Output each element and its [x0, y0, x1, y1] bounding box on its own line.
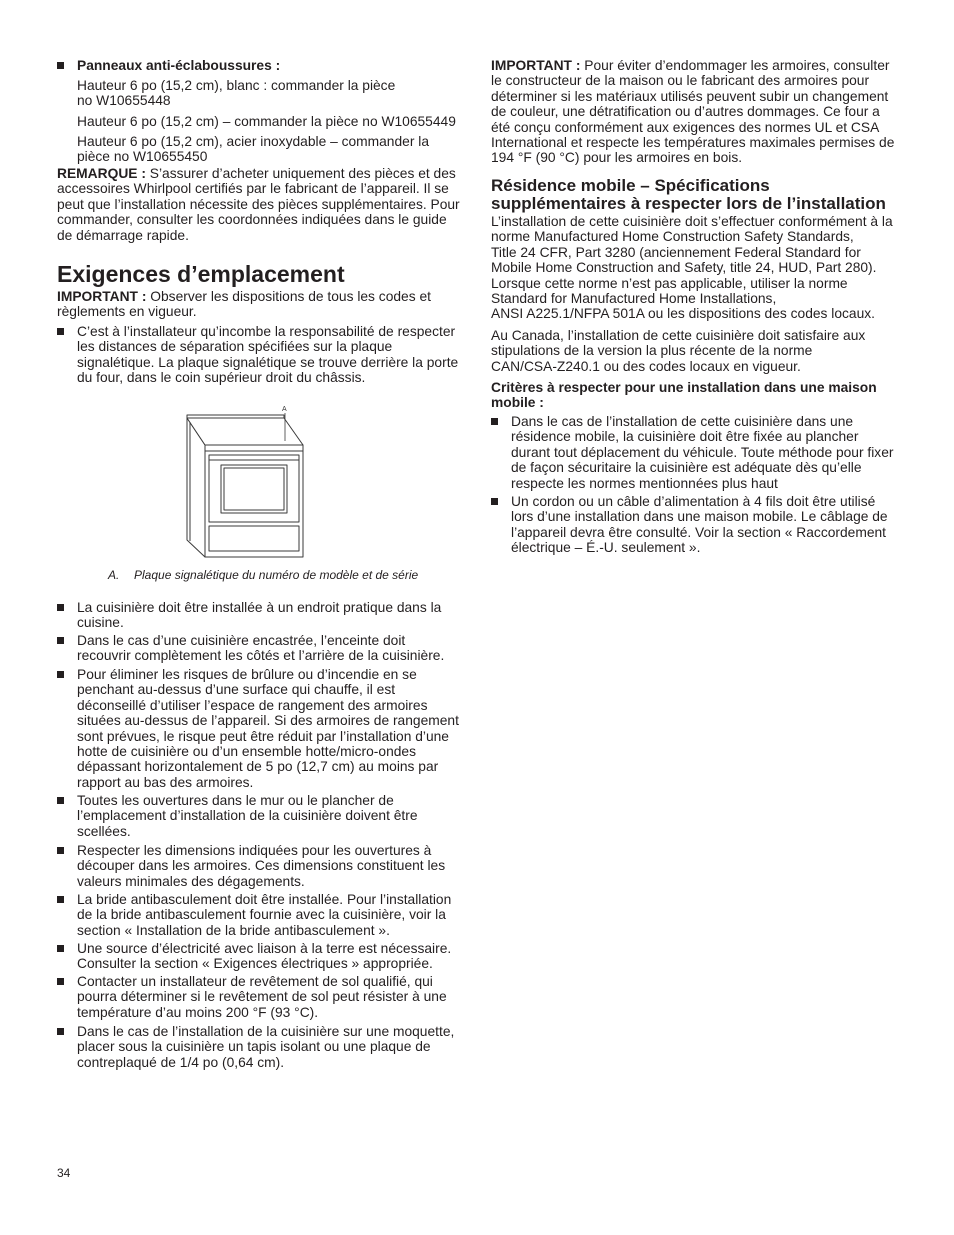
important-paragraph: [57, 289, 472, 320]
list-item-text: La cuisinière doit être installée à un endroit pratique dans la cuisine.: [77, 600, 442, 631]
list-item: [57, 793, 477, 839]
bullet-icon: [57, 896, 64, 903]
list-item: [57, 600, 477, 631]
bullet-icon: [57, 328, 64, 335]
list-item-text: Dans le cas de l’installation de cette cuisinière dans une résidence mobile, la cuisinière doit être fixée au plancher durant tout déplacement du véhicule. Toute méthode pour fixer de façon sécuritaire la cuisinière est adéquate dès qu’elle respecte les normes mentionnées plus haut: [511, 414, 894, 491]
range-cooktop: [187, 418, 303, 445]
important-text: Pour éviter d’endommager les armoires, consulter le constructeur de la maison ou le fabricant des armoires pour déterminer si les matériaux utilisés peuvent subir un changement de couleur, une détratification ou d’autres dommages. Ce four a été conçu conformément aux exigences des normes UL et CSA International et respecte les températures maximales permises de 194 °F (90 °C) pour les armoires en bois.: [491, 58, 895, 166]
list-item: [57, 667, 477, 790]
list-item: [57, 1024, 477, 1070]
list-item-text: Contacter un installateur de revêtement de sol qualifié, qui pourra déterminer si le revêtement de sol peut résister à une température d’au moins 200 °F (93 °C).: [77, 974, 447, 1020]
paragraph: L’installation de cette cuisinière doit s’effectuer conformément à la norme Manufactured Home Construction Safety Standards, Title 24 CFR, Part 3280 (anciennement Federal Standard for Mobile Home Construction and Safety, title 24, HUD, Part 280). Lorsque cette norme n’est pas applicable, utiliser la norme Standard for Manufactured Home Installations, ANSI A225.1/NFPA 501A ou les dispositions des codes locaux.: [491, 214, 893, 322]
list-item: [57, 892, 477, 938]
list-item: [57, 941, 477, 972]
bullet-icon: [57, 797, 64, 804]
bullet-icon: [57, 62, 64, 69]
important-label: IMPORTANT :: [491, 58, 581, 73]
list-item-text: La bride antibasculement doit être installée. Pour l’installation de la bride antibasculement fournie avec la cuisinière, voir la section « Installation de la bride antibasculement ».: [77, 892, 452, 938]
paragraph: Au Canada, l’installation de cette cuisinière doit satisfaire aux stipulations de la version la plus récente de la norme CAN/CSA-Z240.1 ou des codes locaux en vigueur.: [491, 328, 866, 374]
list-item-text: Dans le cas de l’installation de la cuisinière sur une moquette, placer sous la cuisinière un tapis isolant ou une plaque de contreplaqué de 1/4 po (0,64 cm).: [77, 1024, 455, 1070]
figure-label-a: A: [282, 406, 287, 413]
note-text: S’assurer d’acheter uniquement des pièces et des accessoires Whirlpool certifiés par le fabricant de l’appareil. Il se peut que l’installation nécessite des pièces supplémentaires. Pour commander, consulter les coordonnées indiquées dans le guide de démarrage rapide.: [57, 166, 460, 243]
bullet-icon: [57, 978, 64, 985]
important-label: IMPORTANT :: [57, 289, 147, 304]
list-item: [491, 494, 921, 556]
important-paragraph: [491, 58, 921, 166]
list-item: [57, 633, 477, 664]
splash-panel-option: Hauteur 6 po (15,2 cm) – commander la pièce no W10655449: [77, 114, 456, 129]
bullet-icon: [57, 637, 64, 644]
storage-drawer: [209, 526, 299, 551]
bullet-icon: [491, 418, 498, 425]
splash-panel-option: Hauteur 6 po (15,2 cm), blanc : commander la pièce no W10655448: [77, 78, 396, 109]
splash-panels-title: Panneaux anti-éclaboussures :: [77, 58, 281, 73]
list-item-text: Un cordon ou un câble d’alimentation à 4 fils doit être utilisé lors d’une installation dans une maison mobile. Le câblage de l’appareil devra être consulté. Voir la section « Raccordement électrique – É.-U. seulement ».: [511, 494, 888, 556]
figure-caption: Plaque signalétique du numéro de modèle et de série: [134, 568, 419, 582]
section-title-mobile-home: Résidence mobile – Spécifications supplémentaires à respecter lors de l’installation: [491, 176, 886, 213]
list-item: [57, 974, 477, 1020]
bullet-icon: [57, 671, 64, 678]
list-item-text: C’est à l’installateur qu’incombe la responsabilité de respecter les distances de séparation spécifiées sur la plaque signalétique. La plaque signalétique se trouve derrière la porte du four, dans le coin supérieur droit du châssis.: [77, 324, 459, 386]
list-item-text: Respecter les dimensions indiquées pour les ouvertures à découper dans les armoires. Ces dimensions constituent les valeurs minimales des dégagements.: [77, 843, 446, 889]
list-item-text: Dans le cas d’une cuisinière encastrée, l’enceinte doit recouvrir complètement les côtés et l’arrière de la cuisinière.: [77, 633, 445, 664]
important-text: Observer les dispositions de tous les codes et règlements en vigueur.: [57, 289, 431, 320]
list-item-text: Une source d’électricité avec liaison à la terre est nécessaire. Consulter la section « Exigences électriques » appropriée.: [77, 941, 452, 972]
bullet-icon: [57, 604, 64, 611]
list-item-text: Toutes les ouvertures dans le mur ou le plancher de l’emplacement d’installation de la cuisinière doivent être scellées.: [77, 793, 418, 839]
list-item: [491, 414, 921, 491]
bullet-icon: [57, 1028, 64, 1035]
bullet-icon: [57, 945, 64, 952]
list-item: [57, 843, 477, 889]
splash-panels-heading: [57, 58, 477, 73]
section-title-location-requirements: Exigences d’emplacement: [57, 261, 345, 287]
criteria-title: Critères à respecter pour une installation dans une maison mobile :: [491, 380, 877, 411]
bullet-icon: [491, 498, 498, 505]
page-number: 34: [57, 1166, 71, 1180]
list-item-text: Pour éliminer les risques de brûlure ou d’incendie en se penchant au-dessus d’une surface qui chauffe, il est déconseillé d’utiliser l’espace de rangement des armoires situées au-dessus de l’appareil. Si des armoires de rangement sont prévues, le risque peut être réduit par l’installation d’une hotte de cuisinière ou d’un ensemble hotte/micro-ondes dépassant horizontalement de 5 po (12,7 cm) au moins par rapport au bas des armoires.: [77, 667, 459, 790]
list-item: [57, 324, 477, 386]
figure-caption-letter: A.: [108, 568, 120, 582]
splash-panel-option: Hauteur 6 po (15,2 cm), acier inoxydable – commander la pièce no W10655450: [77, 134, 429, 165]
range-illustration: [180, 400, 315, 565]
note-paragraph: [57, 166, 472, 243]
bullet-icon: [57, 847, 64, 854]
oven-window-inner: [224, 468, 284, 510]
note-label: REMARQUE :: [57, 166, 146, 181]
